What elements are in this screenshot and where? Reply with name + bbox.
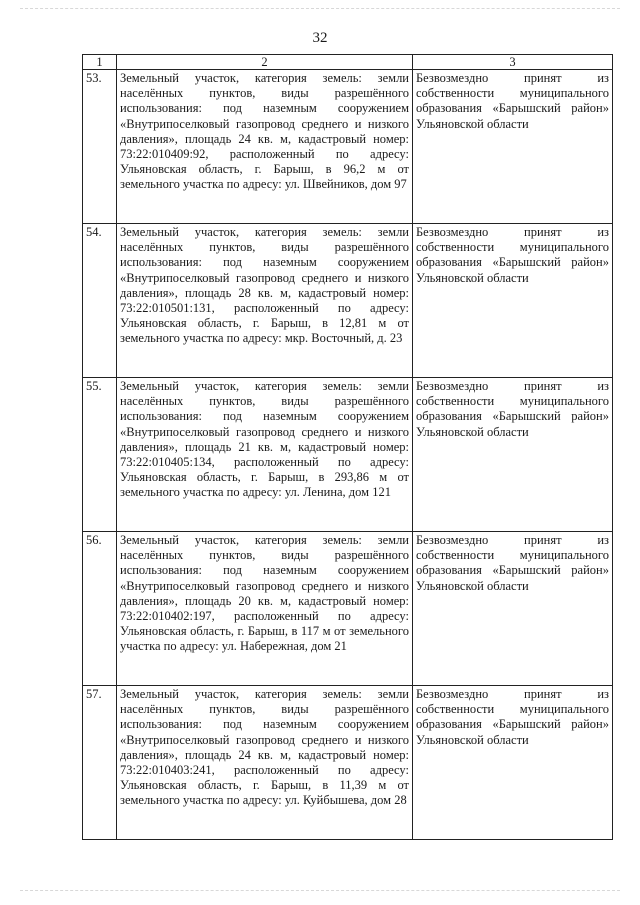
column-header-description: 2 xyxy=(117,55,413,70)
column-header-status: 3 xyxy=(413,55,613,70)
column-header-number: 1 xyxy=(83,55,117,70)
row-number: 53. xyxy=(83,70,117,224)
scan-edge-bottom xyxy=(20,890,620,891)
row-description: Земельный участок, категория земель: земли населённых пунктов, виды разрешённого использования: под наземным сооружением «Внутрипоселковый газопровод среднего и низкого давления», площадь 21 кв. м, кадастровый номер: 73:22:010405:134, расположенный по адресу: Ульяновская область, г. Барыш, в 293,86 м от земельного участка по адресу: ул. Ленина, дом 121 xyxy=(117,378,413,532)
row-status: Безвозмездно принят из собственности муниципального образования «Барышский район» Ульяновской области xyxy=(413,224,613,378)
table-row xyxy=(83,70,613,224)
table-row xyxy=(83,532,613,686)
row-description: Земельный участок, категория земель: земли населённых пунктов, виды разрешённого использования: под наземным сооружением «Внутрипоселковый газопровод среднего и низкого давления», площадь 24 кв. м, кадастровый номер: 73:22:010403:241, расположенный по адресу: Ульяновская область, г. Барыш, в 11,39 м от земельного участка по адресу: ул. Куйбышева, дом 28 xyxy=(117,686,413,840)
table-row xyxy=(83,224,613,378)
row-description: Земельный участок, категория земель: земли населённых пунктов, виды разрешённого использования: под наземным сооружением «Внутрипоселковый газопровод среднего и низкого давления», площадь 28 кв. м, кадастровый номер: 73:22:010501:131, расположенный по адресу: Ульяновская область, г. Барыш, в 12,81 м от земельного участка по адресу: мкр. Восточный, д. 23 xyxy=(117,224,413,378)
scan-edge-top xyxy=(20,8,620,9)
table-row xyxy=(83,686,613,840)
row-number: 55. xyxy=(83,378,117,532)
row-number: 54. xyxy=(83,224,117,378)
page-number: 32 xyxy=(312,30,328,46)
table-header-row xyxy=(83,55,613,70)
row-status: Безвозмездно принят из собственности муниципального образования «Барышский район» Ульяновской области xyxy=(413,532,613,686)
row-number: 56. xyxy=(83,532,117,686)
row-status: Безвозмездно принят из собственности муниципального образования «Барышский район» Ульяновской области xyxy=(413,686,613,840)
row-description: Земельный участок, категория земель: земли населённых пунктов, виды разрешённого использования: под наземным сооружением «Внутрипоселковый газопровод среднего и низкого давления», площадь 24 кв. м, кадастровый номер: 73:22:010409:92, расположенный по адресу: Ульяновская область, г. Барыш, в 96,2 м от земельного участка по адресу: ул. Швейников, дом 97 xyxy=(117,70,413,224)
row-status: Безвозмездно принят из собственности муниципального образования «Барышский район» Ульяновской области xyxy=(413,378,613,532)
property-register-table xyxy=(82,54,613,840)
table-row xyxy=(83,378,613,532)
row-description: Земельный участок, категория земель: земли населённых пунктов, виды разрешённого использования: под наземным сооружением «Внутрипоселковый газопровод среднего и низкого давления», площадь 20 кв. м, кадастровый номер: 73:22:010402:197, расположенный по адресу: Ульяновская область, г. Барыш, в 117 м от земельного участка по адресу: ул. Набережная, дом 21 xyxy=(117,532,413,686)
row-number: 57. xyxy=(83,686,117,840)
row-status: Безвозмездно принят из собственности муниципального образования «Барышский район» Ульяновской области xyxy=(413,70,613,224)
